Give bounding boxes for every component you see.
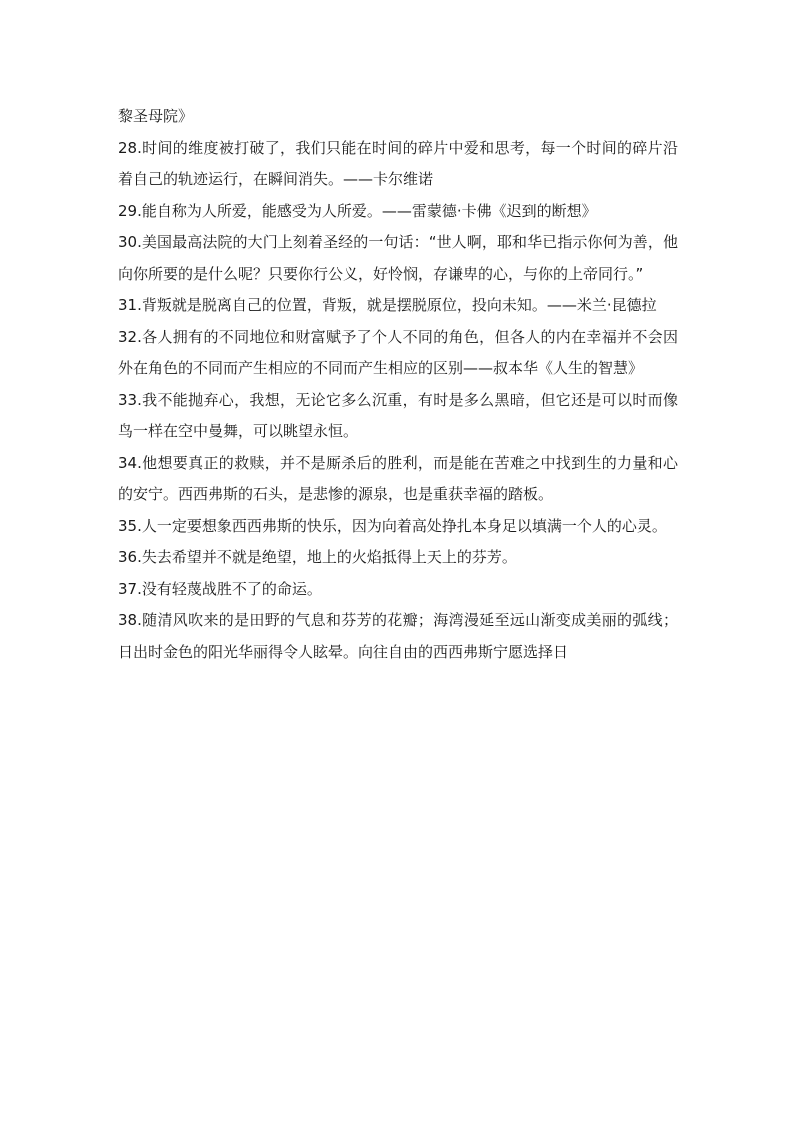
quote-35: 35.人一定要想象西西弗斯的快乐，因为向着高处挣扎本身足以填满一个人的心灵。 xyxy=(118,516,667,535)
quote-38: 38.随清风吹来的是田野的气息和芬芳的花瓣；海湾漫延至远山渐变成美丽的弧线；日出时金色的阳光华丽得令人眩晕。向往自由的西西弗斯宁愿选择日 xyxy=(118,611,678,661)
quote-34: 34.他想要真正的救赎，并不是厮杀后的胜利，而是能在苦难之中找到生的力量和心的安宁。西西弗斯的石头，是悲惨的源泉，也是重获幸福的踏板。 xyxy=(118,453,678,503)
quote-36: 36.失去希望并不就是绝望，地上的火焰抵得上天上的芬芳。 xyxy=(118,548,517,566)
quote-30: 30.美国最高法院的大门上刻着圣经的一句话：“世人啊，耶和华已指示你何为善，他向你所要的是什么呢？只要你行公义，好怜悯，存谦卑的心，与你的上帝同行。” xyxy=(118,233,678,283)
quote-33: 33.我不能抛弃心，我想，无论它多么沉重，有时是多么黑暗，但它还是可以时而像鸟一样在空中曼舞，可以眺望永恒。 xyxy=(118,390,678,440)
quote-32: 32.各人拥有的不同地位和财富赋予了个人不同的角色，但各人的内在幸福并不会因外在角色的不同而产生相应的不同而产生相应的区别——叔本华《人生的智慧》 xyxy=(118,327,678,377)
quote-31: 31.背叛就是脱离自己的位置，背叛，就是摆脱原位，投向未知。——米兰·昆德拉 xyxy=(118,296,657,314)
document-body xyxy=(118,101,678,668)
quote-29: 29.能自称为人所爱，能感受为人所爱。——雷蒙德·卡佛《迟到的断想》 xyxy=(118,201,597,220)
paragraph-continuation: 黎圣母院》 xyxy=(118,107,194,125)
quote-28: 28.时间的维度被打破了，我们只能在时间的碎片中爱和思考，每一个时间的碎片沿着自己的轨迹运行，在瞬间消失。——卡尔维诺 xyxy=(118,138,678,188)
quote-37: 37.没有轻蔑战胜不了的命运。 xyxy=(118,579,322,598)
